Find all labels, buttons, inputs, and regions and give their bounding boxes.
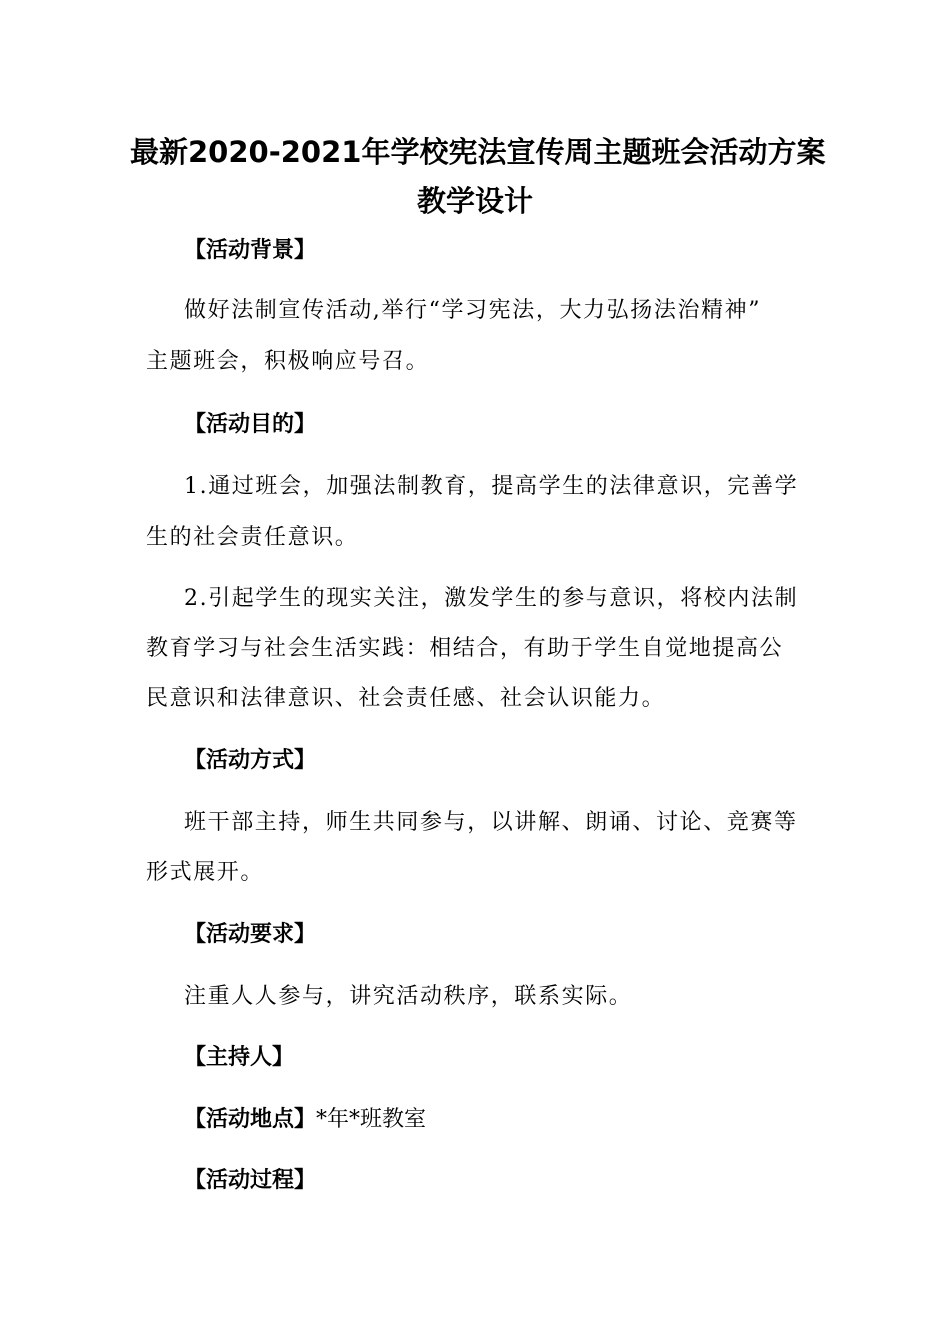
method-text-line-2: 形式展开。 xyxy=(146,860,265,885)
heading-background: 【活动背景】 xyxy=(184,238,317,263)
heading-host: 【主持人】 xyxy=(184,1045,295,1070)
heading-requirement: 【活动要求】 xyxy=(184,922,317,947)
heading-location: 【活动地点】 xyxy=(184,1107,317,1132)
document-title-line-1: 最新2020-2021年学校宪法宣传周主题班会活动方案 xyxy=(130,135,826,169)
heading-method: 【活动方式】 xyxy=(184,748,317,773)
requirement-text-line-1: 注重人人参与，讲究活动秩序，联系实际。 xyxy=(184,984,633,1009)
purpose-item-2-line-3: 民意识和法律意识、社会责任感、社会认识能力。 xyxy=(146,686,666,711)
document-title-line-2: 教学设计 xyxy=(416,184,533,218)
purpose-item-1-line-1: 1.通过班会，加强法制教育，提高学生的法律意识，完善学 xyxy=(184,474,799,499)
purpose-item-1-line-2: 生的社会责任意识。 xyxy=(146,525,359,550)
heading-location-row xyxy=(184,1109,426,1131)
purpose-item-2-line-2: 教育学习与社会生活实践：相结合，有助于学生自觉地提高公 xyxy=(146,636,784,661)
background-text-line-2: 主题班会，积极响应号召。 xyxy=(146,349,430,374)
heading-process: 【活动过程】 xyxy=(184,1168,317,1193)
location-value: *年*班教室 xyxy=(316,1107,427,1132)
heading-purpose: 【活动目的】 xyxy=(184,412,317,437)
purpose-item-2-line-1: 2.引起学生的现实关注，激发学生的参与意识，将校内法制 xyxy=(184,586,799,611)
method-text-line-1: 班干部主持，师生共同参与，以讲解、朗诵、讨论、竞赛等 xyxy=(184,810,798,835)
background-text-line-1: 做好法制宣传活动,举行“学习宪法，大力弘扬法治精神” xyxy=(184,298,762,323)
